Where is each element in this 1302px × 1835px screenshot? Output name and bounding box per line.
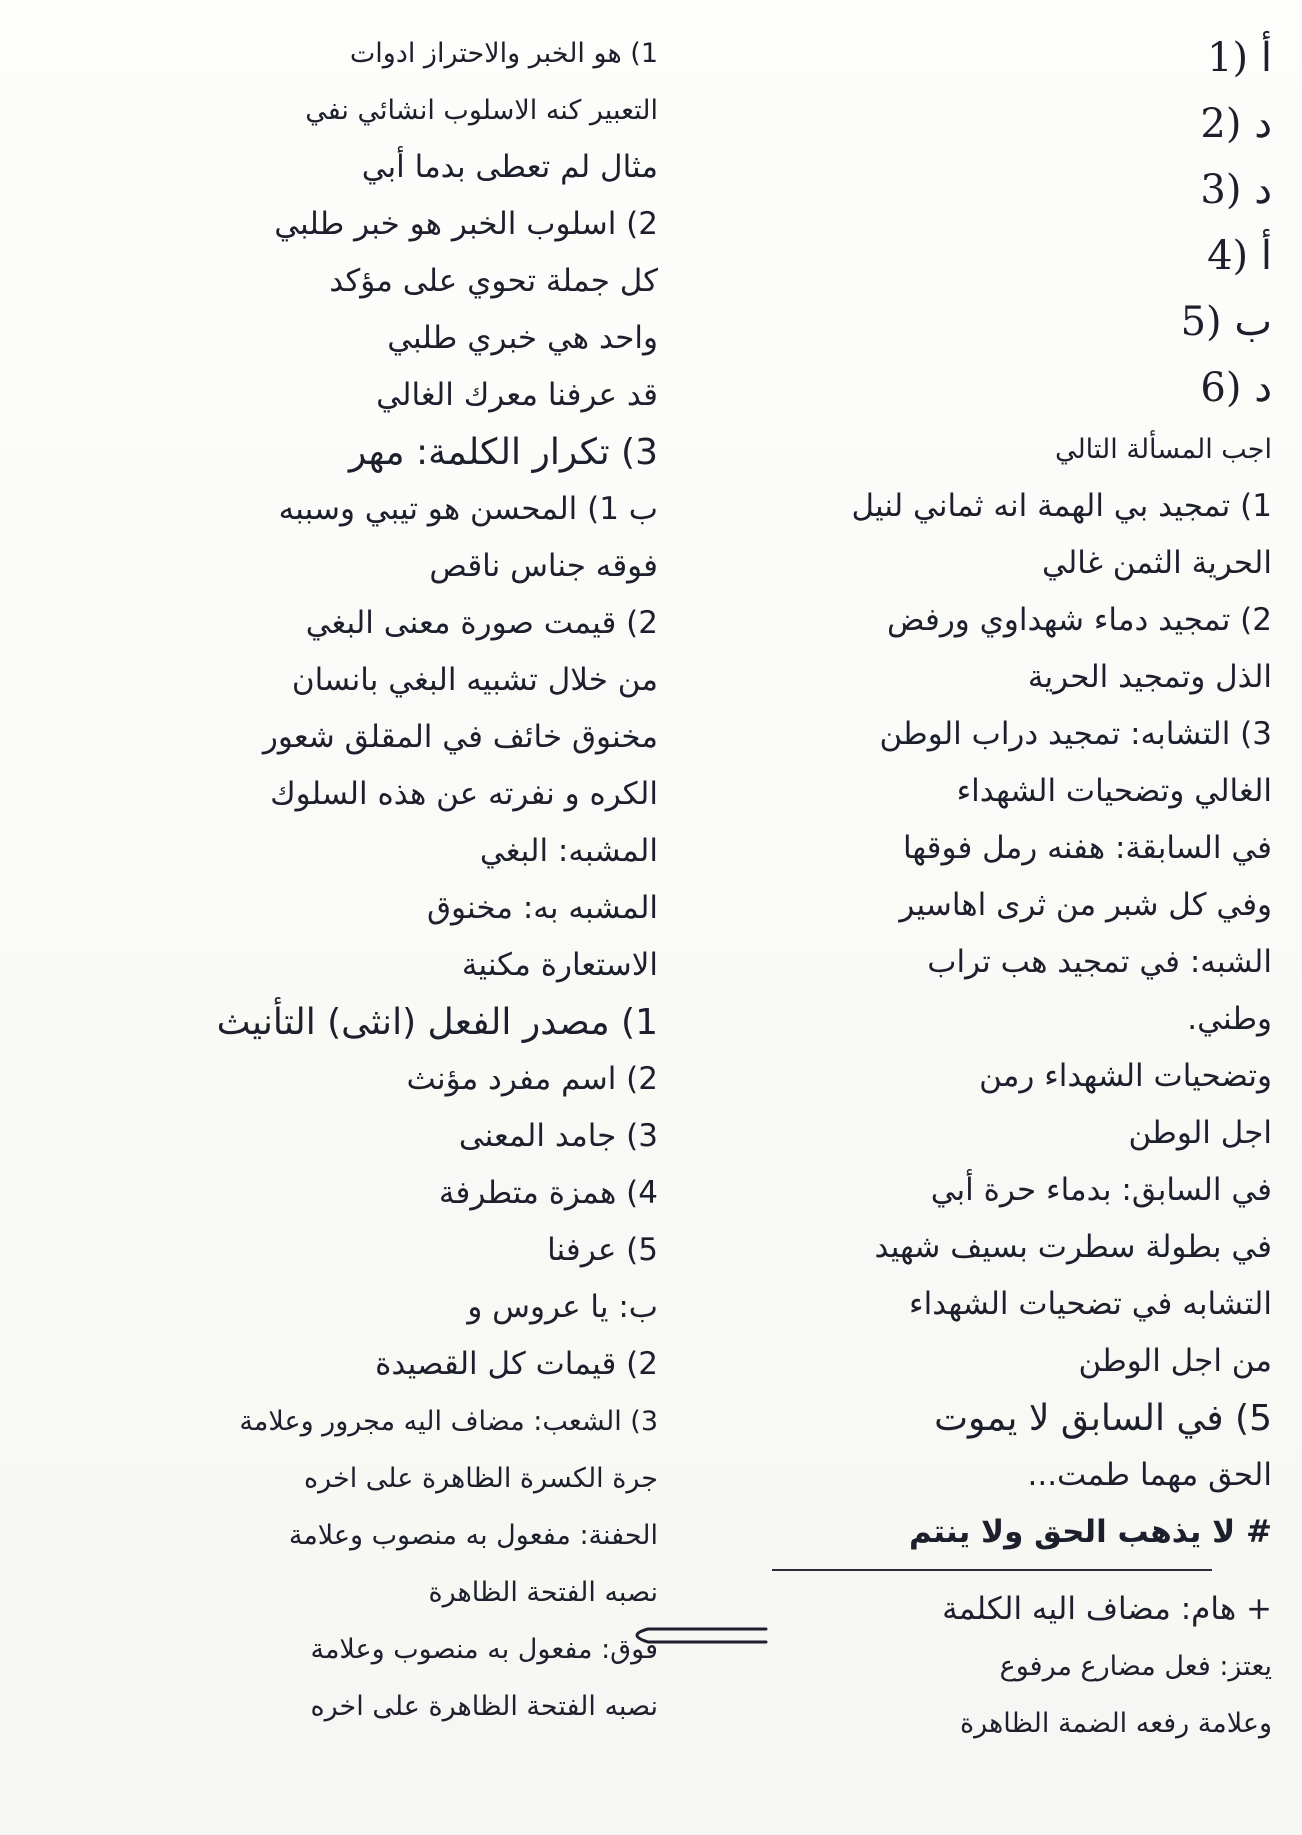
text-line: في السابق: بدماء حرة أبي [930,1172,1272,1208]
text-line: في السابقة: هفنه رمل فوقها [902,830,1272,866]
grammar-line: الحفنة: مفعول به منصوب وعلامة [288,1520,658,1551]
arrow-icon [618,1615,768,1655]
text-line: ب 1) المحسن هو تيبي وسببه [278,491,658,527]
text-line: التشابه في تضحيات الشهداء [909,1286,1272,1322]
answer-line: 5) ب [1180,299,1272,345]
text-line: اجل الوطن [1128,1115,1272,1151]
text-line: واحد هي خبري طلبي [387,320,658,356]
answer-line: 3) د [1200,167,1272,213]
text-line: وفي كل شبر من ثرى اهاسير [899,887,1272,923]
text-line: # لا يذهب الحق ولا ينتم [908,1514,1272,1550]
section-heading: اجب المسألة التالي [1054,434,1272,465]
grammar-line: فوق: مفعول به منصوب وعلامة [310,1634,658,1665]
text-line: 1) تمجيد بي الهمة انه ثماني لنيل [851,488,1272,524]
text-line: من اجل الوطن [1078,1343,1272,1379]
text-line: 5) في السابق لا يموت [934,1398,1272,1439]
text-line: قد عرفنا معرك الغالي [376,377,658,413]
grammar-line: 2) قيمات كل القصيدة [375,1346,658,1382]
text-line: 2) تمجيد دماء شهداوي ورفض [887,602,1272,638]
text-line: الشبه: في تمجيد هب تراب [927,944,1272,980]
answer-line: 4) أ [1207,233,1272,279]
answer-line: 6) د [1200,365,1272,411]
divider-line [772,1569,1212,1571]
grammar-line: نصبه الفتحة الظاهرة [428,1577,658,1608]
text-line: التعبير كنه الاسلوب انشائي نفي [305,95,658,126]
text-line: الكره و نفرته عن هذه السلوك [270,776,658,812]
grammar-line: 1) مصدر الفعل (انثى) التأنيث [216,1002,658,1043]
grammar-line: ب: يا عروس و [467,1289,658,1325]
answer-line: 2) د [1200,101,1272,147]
text-line: الحرية الثمن غالي [1041,545,1272,581]
text-line: الذل وتمجيد الحرية [1027,659,1272,695]
note-line: وعلامة رفعه الضمة الظاهرة [959,1708,1272,1739]
text-line: مثال لم تعطى بدما أبي [361,149,658,185]
left-column [18,25,658,1735]
text-line: فوقه جناس ناقص [429,548,658,584]
grammar-line: 3) جامد المعنى [458,1118,658,1154]
text-line: 1) هو الخبر والاحتراز ادوات [349,38,658,69]
text-line: المشبه به: مخنوق [426,890,658,926]
grammar-line: 3) الشعب: مضاف اليه مجرور وعلامة [239,1406,658,1437]
text-line: مخنوق خائف في المقلق شعور [262,719,658,755]
text-line: 3) التشابه: تمجيد دراب الوطن [879,716,1272,752]
grammar-line: 4) همزة متطرفة [438,1175,658,1211]
text-line: الاستعارة مكنية [461,947,658,983]
text-line: الحق مهما طمت... [1027,1457,1272,1493]
grammar-line: نصبه الفتحة الظاهرة على اخره [310,1691,658,1722]
answer-line: 1) أ [1207,35,1272,81]
text-line: كل جملة تحوي على مؤكد [329,263,658,299]
grammar-line: 2) اسم مفرد مؤنث [406,1061,658,1097]
grammar-line: جرة الكسرة الظاهرة على اخره [303,1463,658,1494]
grammar-line: 5) عرفنا [547,1232,658,1268]
note-line: + هام: مضاف اليه الكلمة [942,1591,1272,1627]
text-line: وطني. [1187,1001,1272,1037]
text-line: المشبه: البغي [479,833,658,869]
text-line: وتضحيات الشهداء رمن [979,1058,1272,1094]
text-line: من خلال تشبيه البغي بانسان [291,662,658,698]
note-line: يعتز: فعل مضارع مرفوع [999,1651,1272,1682]
text-line: الغالي وتضحيات الشهداء [956,773,1272,809]
text-line: 2) اسلوب الخبر هو خبر طلبي [274,206,658,242]
text-line: 2) قيمت صورة معنى البغي [305,605,658,641]
text-line: 3) تكرار الكلمة: مهر [348,432,658,473]
text-line: في بطولة سطرت بسيف شهيد [874,1229,1272,1265]
right-column [652,25,1272,1752]
